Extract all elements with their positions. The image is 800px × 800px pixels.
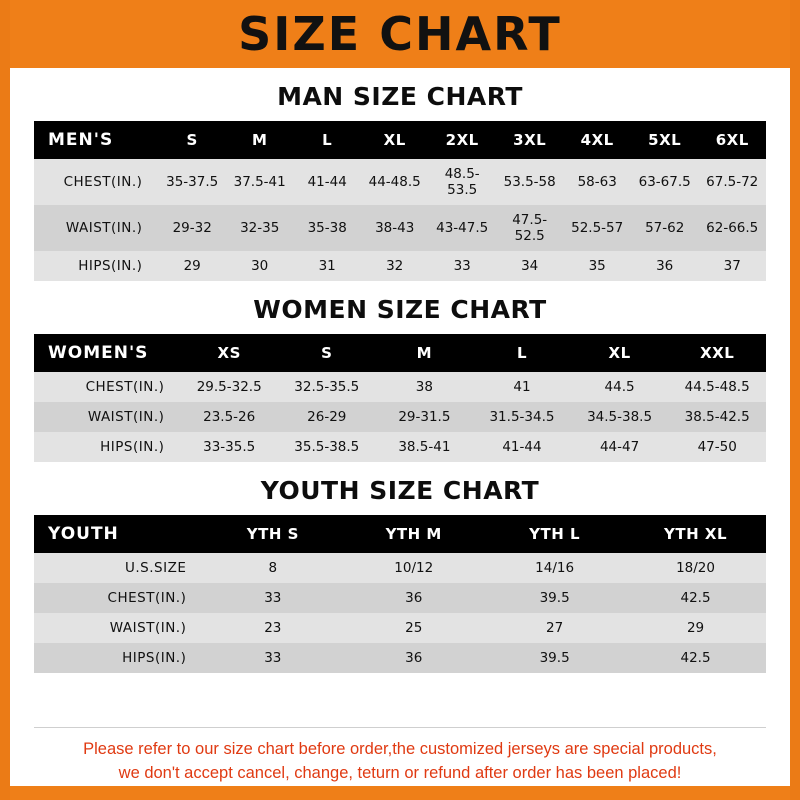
table-row	[34, 372, 766, 402]
cell: 30	[251, 258, 269, 274]
women-table-head	[34, 334, 766, 372]
cell: 37	[723, 258, 741, 274]
row-label-us-size: U.S.SIZE	[124, 560, 187, 576]
cell: 33-35.5	[203, 439, 256, 455]
cell: 36	[405, 650, 423, 666]
row-label-waist: WAIST(IN.)	[109, 620, 187, 636]
youth-size-table	[34, 515, 766, 673]
page-banner	[10, 0, 790, 68]
section-title-youth: YOUTH SIZE CHART	[260, 476, 540, 505]
cell: 35.5-38.5	[294, 439, 360, 455]
col-header-3xl: 3XL	[513, 131, 547, 149]
cell: 35-37.5	[166, 174, 219, 190]
cell: 33	[453, 258, 471, 274]
bottom-accent-bar	[10, 786, 790, 800]
table-row	[34, 402, 766, 432]
row-label-hips: HIPS(IN.)	[78, 258, 143, 274]
youth-table-body	[34, 553, 766, 673]
cell: 42.5	[680, 590, 711, 606]
cell: 29-31.5	[398, 409, 451, 425]
women-table-body	[34, 372, 766, 462]
cell: 58-63	[577, 174, 617, 190]
cell: 37.5-41	[233, 174, 286, 190]
col-header-xxl: XXL	[700, 344, 735, 362]
table-row	[34, 205, 766, 251]
section-man	[34, 82, 766, 281]
cell: 27	[546, 620, 564, 636]
cell: 35	[588, 258, 606, 274]
col-header-yth-s: YTH S	[246, 525, 299, 543]
cell: 32	[386, 258, 404, 274]
cell: 23.5-26	[203, 409, 256, 425]
row-label-waist: WAIST(IN.)	[87, 409, 165, 425]
cell: 67.5-72	[706, 174, 759, 190]
cell: 41-44	[502, 439, 542, 455]
col-header-m: M	[416, 344, 433, 362]
cell: 29	[686, 620, 705, 636]
col-header-2xl: 2XL	[445, 131, 479, 149]
cell: 48.5-53.5	[444, 166, 480, 198]
cell: 32-35	[240, 220, 280, 236]
col-header-yth-m: YTH M	[385, 525, 442, 543]
page-title: SIZE CHART	[238, 7, 562, 61]
cell: 18/20	[676, 560, 715, 576]
col-header-xl: XL	[383, 131, 406, 149]
footer-line-1: Please refer to our size chart before order,the customized jerseys are special products,	[83, 740, 717, 759]
table-row	[34, 251, 766, 281]
man-table-body	[34, 159, 766, 281]
col-header-yth-l: YTH L	[529, 525, 581, 543]
cell: 38-43	[375, 220, 415, 236]
cell: 29-32	[172, 220, 212, 236]
table-row	[34, 159, 766, 205]
cell: 43-47.5	[436, 220, 489, 236]
cell: 35-38	[307, 220, 347, 236]
table-row	[34, 613, 766, 643]
footer-line-2: we don't accept cancel, change, teturn or refund after order has been placed!	[118, 764, 682, 783]
section-youth	[34, 476, 766, 673]
cell: 44-48.5	[368, 174, 421, 190]
row-label-hips: HIPS(IN.)	[122, 650, 187, 666]
cell: 33	[264, 650, 282, 666]
table-header-row	[34, 515, 766, 553]
man-size-table	[34, 121, 766, 281]
cell: 36	[656, 258, 674, 274]
table-row	[34, 643, 766, 673]
section-title-man: MAN SIZE CHART	[277, 82, 523, 111]
col-header-xl: XL	[608, 344, 631, 362]
chart-content	[10, 68, 790, 717]
col-header-l: L	[322, 131, 333, 149]
cell: 41	[513, 379, 531, 395]
footer-disclaimer	[34, 727, 766, 786]
row-label-chest: CHEST(IN.)	[85, 379, 165, 395]
cell: 44-47	[599, 439, 640, 455]
table-header-row	[34, 334, 766, 372]
cell: 23	[264, 620, 282, 636]
col-header-6xl: 6XL	[715, 131, 749, 149]
cell: 31.5-34.5	[489, 409, 555, 425]
table-row	[34, 553, 766, 583]
col-header-mens: MEN'S	[48, 130, 114, 150]
cell: 44.5	[604, 379, 635, 395]
cell: 31	[318, 258, 336, 274]
youth-table-head	[34, 515, 766, 553]
cell: 38.5-41	[398, 439, 451, 455]
row-label-waist: WAIST(IN.)	[65, 220, 143, 236]
cell: 47-50	[697, 439, 737, 455]
cell: 36	[405, 590, 423, 606]
cell: 14/16	[535, 560, 575, 576]
cell: 29.5-32.5	[196, 379, 262, 395]
col-header-yth-xl: YTH XL	[664, 525, 728, 543]
cell: 47.5-52.5	[512, 212, 548, 244]
col-header-s: S	[321, 344, 333, 362]
row-label-chest: CHEST(IN.)	[107, 590, 187, 606]
table-row	[34, 583, 766, 613]
section-women	[34, 295, 766, 462]
cell: 63-67.5	[638, 174, 691, 190]
cell: 41-44	[307, 174, 347, 190]
section-title-women: WOMEN SIZE CHART	[253, 295, 547, 324]
cell: 39.5	[539, 590, 570, 606]
cell: 38.5-42.5	[684, 409, 750, 425]
cell: 29	[183, 258, 201, 274]
row-label-chest: CHEST(IN.)	[63, 174, 143, 190]
col-header-4xl: 4XL	[580, 131, 614, 149]
cell: 34	[521, 258, 539, 274]
row-label-hips: HIPS(IN.)	[100, 439, 165, 455]
cell: 33	[264, 590, 282, 606]
cell: 38	[415, 379, 433, 395]
cell: 52.5-57	[571, 220, 624, 236]
cell: 32.5-35.5	[294, 379, 360, 395]
man-table-head	[34, 121, 766, 159]
cell: 8	[268, 560, 278, 576]
cell: 62-66.5	[706, 220, 759, 236]
cell: 42.5	[680, 650, 711, 666]
table-row	[34, 432, 766, 462]
women-size-table	[34, 334, 766, 462]
cell: 26-29	[307, 409, 347, 425]
col-header-5xl: 5XL	[648, 131, 682, 149]
col-header-womens: WOMEN'S	[48, 343, 149, 363]
cell: 53.5-58	[503, 174, 556, 190]
col-header-xs: XS	[217, 344, 241, 362]
col-header-l: L	[516, 344, 527, 362]
col-header-youth: YOUTH	[48, 524, 119, 544]
col-header-s: S	[186, 131, 198, 149]
cell: 57-62	[645, 220, 685, 236]
table-header-row	[34, 121, 766, 159]
cell: 44.5-48.5	[684, 379, 750, 395]
cell: 10/12	[394, 560, 434, 576]
cell: 39.5	[539, 650, 570, 666]
cell: 25	[405, 620, 423, 636]
col-header-m: M	[251, 131, 268, 149]
cell: 34.5-38.5	[587, 409, 653, 425]
